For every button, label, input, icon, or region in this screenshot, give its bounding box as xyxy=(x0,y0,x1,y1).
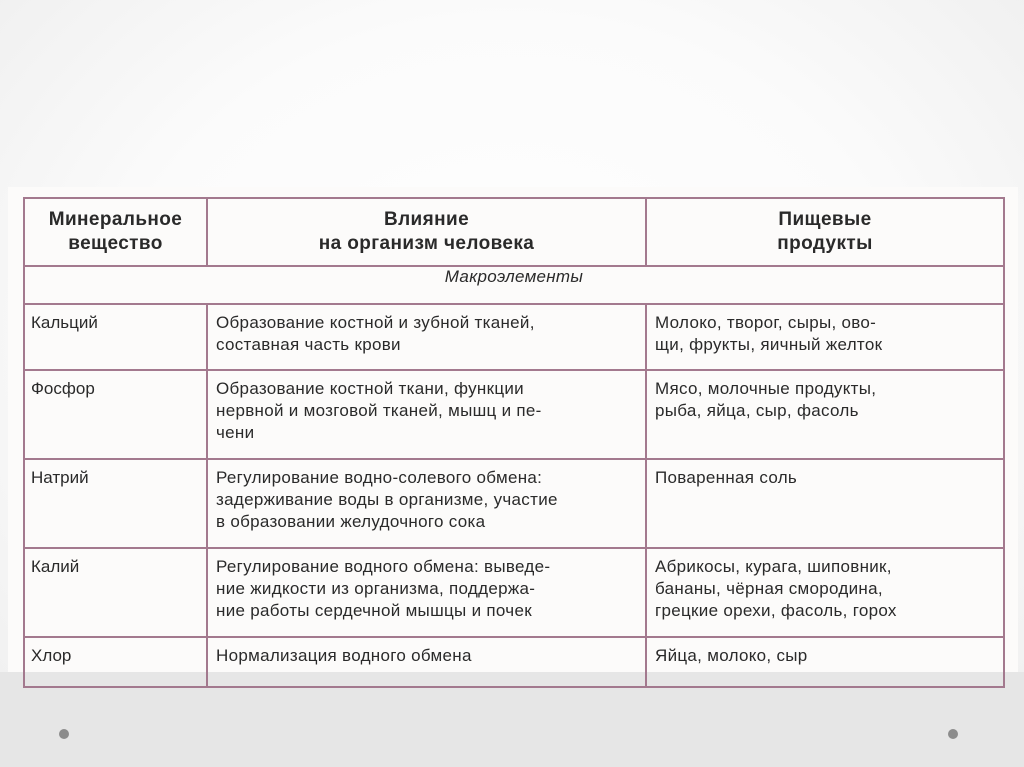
mineral-name: Хлор xyxy=(24,637,207,687)
section-row xyxy=(24,266,1004,304)
scanned-table-image xyxy=(8,187,1018,672)
header-mineral: Минеральное вещество xyxy=(24,198,207,266)
previous-slide-dot-icon[interactable] xyxy=(59,729,69,739)
food-cell: Молоко, творог, сыры, ово- щи, фрукты, яичный желток xyxy=(646,304,1004,370)
food-cell: Яйца, молоко, сыр xyxy=(646,637,1004,687)
next-slide-dot-icon[interactable] xyxy=(948,729,958,739)
section-title: Макроэлементы xyxy=(24,266,1004,304)
effect-cell: Образование костной ткани, функции нервной и мозговой тканей, мышц и пе- чени xyxy=(207,370,646,459)
effect-cell: Регулирование водного обмена: выведе- ние жидкости из организма, поддержа- ние работы сердечной мышцы и почек xyxy=(207,548,646,637)
header-effect: Влияние на организм человека xyxy=(207,198,646,266)
effect-cell: Нормализация водного обмена xyxy=(207,637,646,687)
header-food: Пищевые продукты xyxy=(646,198,1004,266)
table-header-row xyxy=(24,198,1004,266)
effect-cell: Регулирование водно-солевого обмена: задерживание воды в организме, участие в образовании желудочного сока xyxy=(207,459,646,548)
mineral-name: Калий xyxy=(24,548,207,637)
mineral-name: Фосфор xyxy=(24,370,207,459)
mineral-name: Кальций xyxy=(24,304,207,370)
mineral-name: Натрий xyxy=(24,459,207,548)
food-cell: Мясо, молочные продукты, рыба, яйца, сыр, фасоль xyxy=(646,370,1004,459)
table-row xyxy=(24,459,1004,548)
food-cell: Поваренная соль xyxy=(646,459,1004,548)
minerals-table xyxy=(23,197,1005,688)
table-row xyxy=(24,548,1004,637)
food-cell: Абрикосы, курага, шиповник, бананы, чёрная смородина, грецкие орехи, фасоль, горох xyxy=(646,548,1004,637)
effect-cell: Образование костной и зубной тканей, составная часть крови xyxy=(207,304,646,370)
table-row xyxy=(24,304,1004,370)
table-row xyxy=(24,370,1004,459)
table-row xyxy=(24,637,1004,687)
